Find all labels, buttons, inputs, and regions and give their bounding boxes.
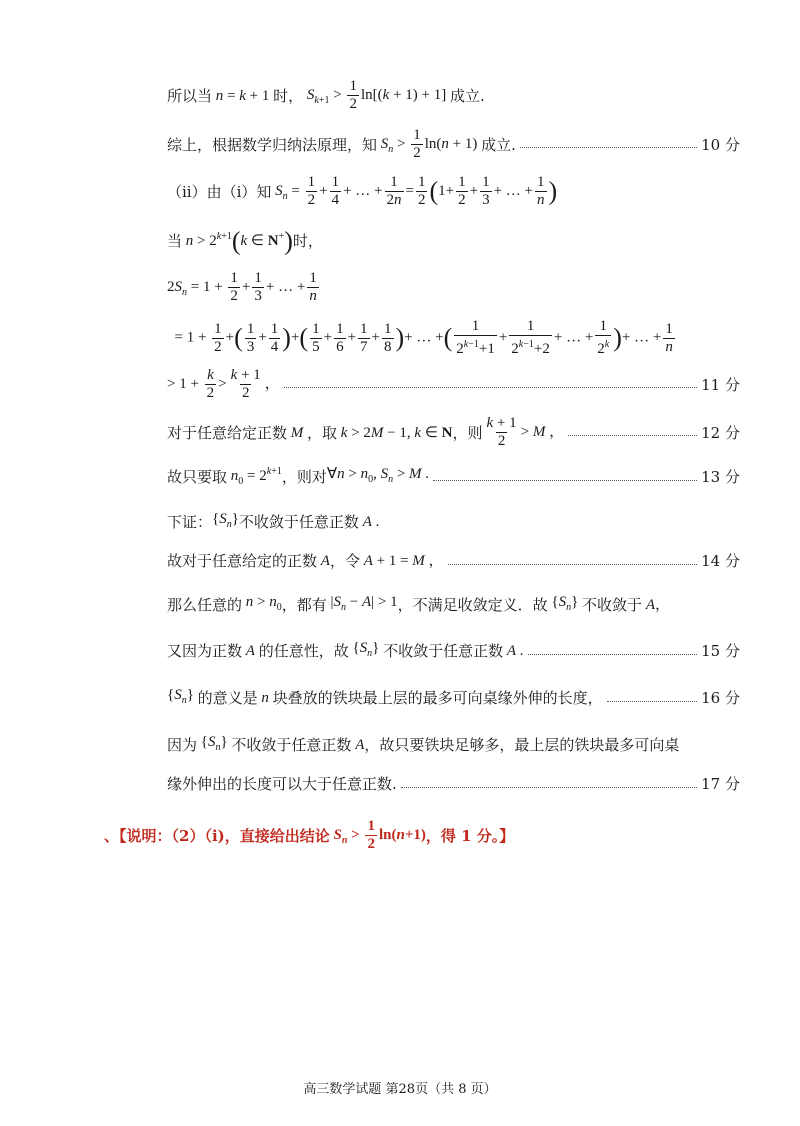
math-k-choice: k > 2M − 1, k ∈ N [340, 424, 453, 441]
leader-dots [607, 701, 697, 702]
math-sn-ineq: $S_n$ > $\frac{1}{2}$ ln(n + 1) [380, 127, 482, 161]
line-2: 综上，根据数学归纳法原理，知 $S_n$ > $\frac{1}{2}$ ln(n + 1) 成立. 10 分 [167, 127, 740, 161]
line-16: 缘外伸出的长度可以大于任意正数. 17 分 [167, 775, 740, 793]
score: 16 分 [701, 689, 740, 707]
line-1: 所以当 n = k + 1 时， $S_{k+1}$ > $\frac{1}{2}$ ln[(k + 1) + 1] 成立. [167, 78, 485, 112]
math-sn-sum: $S_n$ = $\frac{1}{2}$ + $\frac{1}{4}$ + … + $\frac{1}{2n}$ = $\frac{1}{2}$ (1+ $\frac{1}{2}$ + $\frac{1}{3}$ + … + $\frac{1}{n}$ ) [275, 174, 558, 208]
leader-dots [448, 564, 698, 565]
grading-note: 、【说明：（2）（i)，直接给出结论 $S_n$ > $\frac{1}{2}$ ln(n+1) ，得 1 分。】 [104, 818, 515, 852]
line-12: 那么任意的 $n > n_0$ ，都有 $|S_n - A| > 1$ ，不满足收敛定义．故 $\{S_n\}$ 不收敛于 A， [167, 592, 740, 618]
page-footer: 高三数学试题 第28页（共 8 页） [303, 1082, 497, 1097]
leader-dots [568, 435, 697, 436]
math-bound: > 1 + $\frac{k}{2}$ > $\frac{k + 1}{2}$ ， [167, 367, 280, 401]
line-13: 又因为正数 A 的任意性，故 $\{S_n\}$ 不收敛于任意正数 A . 15 分 [167, 640, 740, 660]
line-3: （ii）由（i）知 $S_n$ = $\frac{1}{2}$ + $\frac{1}{4}$ + … + $\frac{1}{2n}$ = $\frac{1}{2}$ (1+ $\frac{1}{2}$ + $\frac{1}{3}$ + … + $\frac{1}{n}$ ) [167, 174, 558, 208]
math-grouping: = 1 + $\frac{1}{2}$ +( $\frac{1}{3}$ + $\frac{1}{4}$ )+( $\frac{1}{5}$ + $\frac{1}{6}$ + $\frac{1}{7}$ + $\frac{1}{8}$ )+ … +( $\frac{1}{2^{k-1}+1}$ + $\frac{1}{2^{k-1}+2}$ + … + $\frac{1}{2^k}$ )+ … + $\frac{1}{n}$ [167, 318, 673, 357]
math-abs: $|S_n - A| > 1$ [326, 594, 398, 613]
line-4: 当 $n > 2^{k+1}(k$ ∈ N+) 时， [167, 226, 323, 256]
line-6 [167, 318, 740, 358]
score: 13 分 [701, 468, 740, 486]
math-forall: ∀n > $n_0$, $S_n > M$ . [326, 466, 430, 485]
line-7 [167, 367, 740, 402]
leader-dots [528, 654, 698, 655]
line-5 [167, 270, 740, 305]
leader-dots [401, 787, 697, 788]
leader-dots [284, 387, 697, 388]
math-2sn: $2S_n = 1$ + $\frac{1}{2}$ + $\frac{1}{3}$ + … + $\frac{1}{n}$ [167, 270, 317, 304]
math-n-gt-2k1: $n > 2^{k+1}(k$ ∈ N+) [185, 226, 293, 256]
math-n0: $n_0 = 2^{k+1}$ [230, 466, 282, 487]
line-8: 对于任意给定正数 M ，取 k > 2M − 1, k ∈ N ，则 $\frac{k + 1}{2}$ > M ， 12 分 [167, 415, 740, 449]
score: 14 分 [701, 552, 740, 570]
math-ineq-k1: $S_{k+1}$ > $\frac{1}{2}$ ln[(k + 1) + 1] [306, 78, 450, 112]
score: 12 分 [701, 423, 740, 442]
line-10: 下证： $\{S_n\}$ 不收敛于任意正数 A . [167, 511, 380, 531]
line-11: 故对于任意给定的正数 A ，令 A + 1 = M ， 14 分 [167, 552, 740, 570]
line-9: 故只要取 $n_0 = 2^{k+1}$ ，则对 ∀n > $n_0$, $S_n > M$ . 13 分 [167, 462, 740, 492]
leader-dots [433, 480, 697, 481]
leader-dots [520, 147, 697, 148]
score: 17 分 [701, 775, 740, 793]
line-15: 因为 $\{S_n\}$ 不收敛于任意正数 A ，故只要铁块足够多，最上层的铁块最多可向桌 [167, 734, 680, 754]
score: 11 分 [701, 375, 740, 394]
math-k1-gt-m: $\frac{k + 1}{2}$ > M ， [486, 415, 565, 449]
math-n-eq-k1: n = k + 1 [215, 87, 274, 104]
math-note: $S_n$ > $\frac{1}{2}$ ln(n+1) [333, 818, 426, 852]
score: 15 分 [701, 642, 740, 660]
score: 10 分 [701, 135, 740, 154]
line-14: $\{S_n\}$ 的意义是 n 块叠放的铁块最上层的最多可向桌缘外伸的长度， 16 分 [167, 687, 740, 707]
